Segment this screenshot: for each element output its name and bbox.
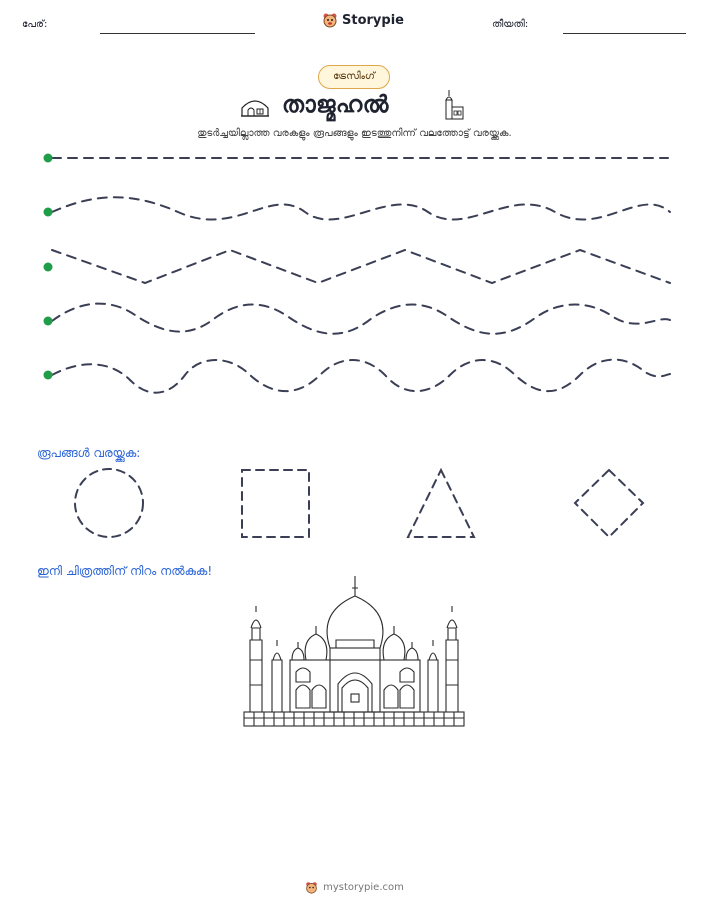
start-dot [44, 208, 53, 217]
name-label: പേര്: [22, 19, 48, 30]
worksheet-tag: ട്രേസിംഗ് [318, 65, 390, 89]
instruction-text: തുടർച്ചയില്ലാത്ത വരകളും രൂപങ്ങളും ഇടത്തുനിന്ന് വലത്തോട്ട് വരയ്ക്കുക. [197, 128, 512, 139]
coloring-heading: ഇനി ചിത്രത്തിന് നിറം നൽകുക! [37, 564, 213, 578]
minaret-icon [443, 90, 465, 120]
trace-square[interactable] [242, 470, 309, 537]
trace-diamond[interactable] [575, 470, 643, 537]
tracing-line-zigzag[interactable] [52, 250, 670, 283]
storypie-mascot-icon [305, 881, 318, 894]
start-dot [44, 317, 53, 326]
taj-mahal-illustration[interactable] [243, 576, 467, 728]
trace-triangle[interactable] [408, 470, 474, 537]
brand-name: Storypie [342, 12, 404, 28]
footer-site[interactable]: mystorypie.com [323, 882, 404, 893]
shapes-heading: രൂപങ്ങൾ വരയ്ക്കുക: [37, 446, 141, 460]
date-label: തീയതി: [492, 19, 529, 30]
dome-icon [240, 96, 270, 118]
tracing-line-deep-wave[interactable] [52, 360, 670, 393]
start-dot [44, 263, 53, 272]
start-dot [44, 154, 53, 163]
shape-tracing-row [0, 465, 709, 545]
storypie-mascot-icon [322, 12, 338, 28]
page-title: താജ്മഹൽ [282, 92, 389, 118]
tracing-lines [0, 140, 709, 400]
tracing-line-wave[interactable] [52, 304, 670, 334]
date-field[interactable] [563, 33, 686, 34]
name-field[interactable] [100, 33, 255, 34]
footer [0, 881, 709, 894]
brand-logo [322, 12, 404, 28]
start-dot [44, 371, 53, 380]
tracing-line-gentle-wave[interactable] [52, 197, 670, 219]
trace-circle[interactable] [75, 469, 143, 537]
